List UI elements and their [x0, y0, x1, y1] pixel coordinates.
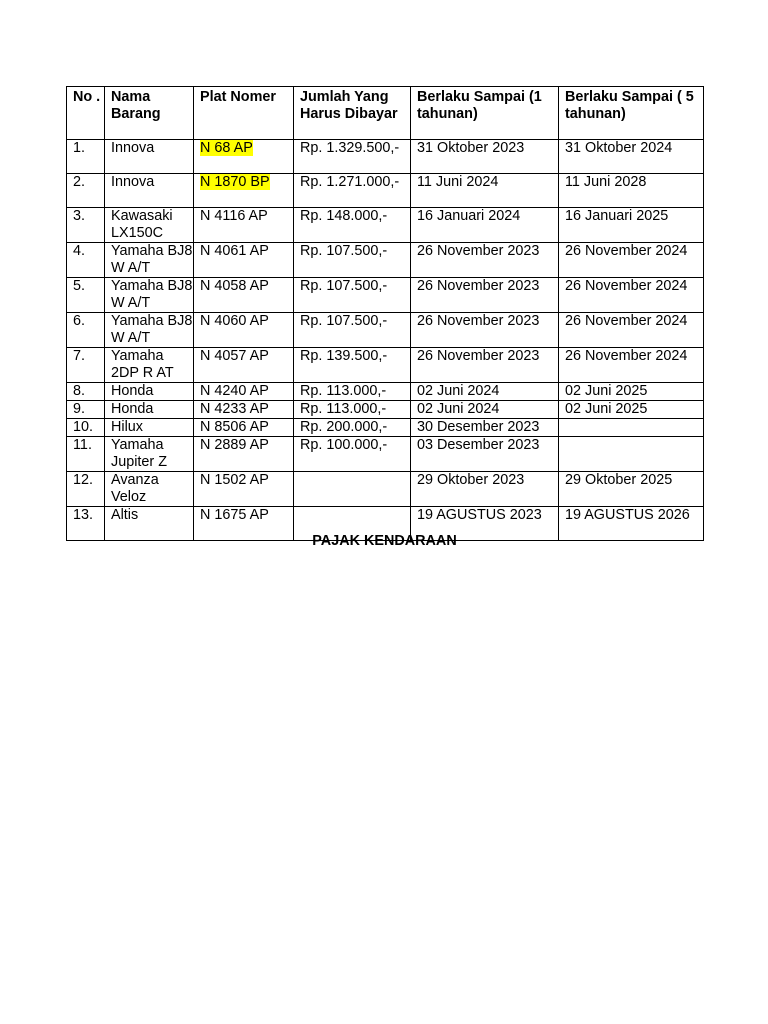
cell-plat-nomer-text: N 1675 AP	[200, 507, 269, 523]
cell-berlaku-5-tahunan-text: 02 Juni 2025	[565, 401, 648, 417]
cell-jumlah	[294, 278, 411, 313]
cell-berlaku-1-tahunan-text: 26 November 2023	[417, 348, 540, 364]
cell-no-text: 5.	[73, 278, 86, 294]
cell-no	[67, 472, 105, 507]
cell-no-text: 13.	[73, 507, 94, 523]
cell-berlaku-1-tahunan	[411, 140, 559, 174]
cell-berlaku-1-tahunan	[411, 383, 559, 401]
cell-plat-nomer-text: N 68 AP	[200, 140, 253, 156]
document-caption: PAJAK KENDARAAN	[312, 533, 457, 549]
cell-berlaku-1-tahunan	[411, 401, 559, 419]
cell-nama-barang-text: Innova	[111, 140, 155, 156]
table-row	[67, 401, 704, 419]
cell-no-text: 9.	[73, 401, 86, 417]
cell-no-text: 12.	[73, 472, 94, 488]
cell-berlaku-5-tahunan	[559, 313, 704, 348]
cell-nama-barang	[105, 348, 194, 383]
cell-plat-nomer	[194, 348, 294, 383]
cell-jumlah-text: Rp. 107.500,-	[300, 313, 388, 329]
cell-jumlah	[294, 472, 411, 507]
cell-nama-barang	[105, 472, 194, 507]
cell-berlaku-1-tahunan-text: 30 Desember 2023	[417, 419, 540, 435]
cell-nama-barang	[105, 313, 194, 348]
cell-plat-nomer	[194, 383, 294, 401]
cell-no-text: 6.	[73, 313, 86, 329]
cell-jumlah-text: Rp. 1.271.000,-	[300, 174, 400, 190]
cell-jumlah	[294, 419, 411, 437]
cell-nama-barang-text: Yamaha BJ8 W A/T	[111, 278, 193, 311]
header-plat-nomer: Plat Nomer	[194, 87, 294, 140]
table-row	[67, 348, 704, 383]
header-nama-barang: Nama Barang	[105, 87, 194, 140]
table-row	[67, 383, 704, 401]
cell-nama-barang	[105, 419, 194, 437]
cell-nama-barang	[105, 437, 194, 472]
cell-nama-barang-text: Yamaha BJ8 W A/T	[111, 243, 193, 276]
cell-berlaku-5-tahunan	[559, 419, 704, 437]
cell-berlaku-5-tahunan	[559, 401, 704, 419]
cell-berlaku-1-tahunan-text: 11 Juni 2024	[417, 174, 499, 190]
cell-no	[67, 243, 105, 278]
header-berlaku-1-tahunan: Berlaku Sampai (1 tahunan)	[411, 87, 559, 140]
cell-no	[67, 437, 105, 472]
cell-no-text: 7.	[73, 348, 86, 364]
cell-jumlah	[294, 401, 411, 419]
cell-berlaku-1-tahunan-text: 26 November 2023	[417, 278, 540, 294]
cell-no	[67, 401, 105, 419]
cell-nama-barang-text: Yamaha 2DP R AT	[111, 348, 174, 381]
cell-berlaku-1-tahunan-text: 16 Januari 2024	[417, 208, 521, 224]
cell-jumlah-text: Rp. 113.000,-	[300, 383, 387, 399]
cell-jumlah	[294, 208, 411, 243]
cell-plat-nomer-text: N 4058 AP	[200, 278, 269, 294]
cell-berlaku-1-tahunan-text: 26 November 2023	[417, 243, 540, 259]
cell-berlaku-1-tahunan	[411, 208, 559, 243]
cell-no	[67, 313, 105, 348]
cell-plat-nomer	[194, 140, 294, 174]
table-row	[67, 437, 704, 472]
cell-plat-nomer-text: N 4060 AP	[200, 313, 269, 329]
cell-no	[67, 174, 105, 208]
cell-nama-barang	[105, 208, 194, 243]
cell-no-text: 10.	[73, 419, 94, 435]
cell-jumlah	[294, 437, 411, 472]
cell-berlaku-5-tahunan	[559, 208, 704, 243]
cell-berlaku-1-tahunan	[411, 243, 559, 278]
cell-berlaku-1-tahunan-text: 26 November 2023	[417, 313, 540, 329]
cell-nama-barang	[105, 401, 194, 419]
cell-berlaku-5-tahunan-text: 26 November 2024	[565, 348, 688, 364]
cell-no-text: 11.	[73, 437, 92, 453]
cell-no-text: 3.	[73, 208, 86, 224]
cell-berlaku-5-tahunan-text: 26 November 2024	[565, 278, 688, 294]
cell-berlaku-5-tahunan-text: 29 Oktober 2025	[565, 472, 673, 488]
cell-plat-nomer-text: N 4057 AP	[200, 348, 269, 364]
cell-berlaku-1-tahunan	[411, 313, 559, 348]
table-body	[67, 140, 704, 541]
cell-no	[67, 208, 105, 243]
cell-nama-barang-text: Yamaha Jupiter Z	[111, 437, 167, 470]
table-row	[67, 313, 704, 348]
cell-nama-barang-text: Avanza Veloz	[111, 472, 159, 505]
cell-jumlah	[294, 383, 411, 401]
cell-plat-nomer	[194, 313, 294, 348]
cell-nama-barang-text: Innova	[111, 174, 155, 190]
table-row	[67, 243, 704, 278]
cell-jumlah-text: Rp. 139.500,-	[300, 348, 388, 364]
cell-berlaku-5-tahunan	[559, 472, 704, 507]
table-row	[67, 472, 704, 507]
cell-jumlah-text: Rp. 200.000,-	[300, 419, 388, 435]
cell-no-text: 2.	[73, 174, 86, 190]
vehicle-tax-table	[66, 86, 704, 541]
cell-berlaku-5-tahunan	[559, 243, 704, 278]
cell-berlaku-5-tahunan-text: 26 November 2024	[565, 313, 688, 329]
cell-plat-nomer	[194, 437, 294, 472]
cell-nama-barang-text: Altis	[111, 507, 139, 523]
cell-berlaku-1-tahunan-text: 31 Oktober 2023	[417, 140, 525, 156]
table-row	[67, 208, 704, 243]
cell-plat-nomer	[194, 243, 294, 278]
cell-jumlah-text: Rp. 1.329.500,-	[300, 140, 400, 156]
cell-plat-nomer	[194, 401, 294, 419]
cell-berlaku-1-tahunan	[411, 174, 559, 208]
cell-berlaku-5-tahunan-text: 31 Oktober 2024	[565, 140, 673, 156]
cell-jumlah	[294, 313, 411, 348]
cell-berlaku-1-tahunan-text: 03 Desember 2023	[417, 437, 540, 453]
cell-berlaku-1-tahunan-text: 29 Oktober 2023	[417, 472, 525, 488]
cell-plat-nomer-text: N 4233 AP	[200, 401, 269, 417]
cell-berlaku-5-tahunan-text: 26 November 2024	[565, 243, 688, 259]
cell-jumlah	[294, 174, 411, 208]
cell-berlaku-5-tahunan-text: 16 Januari 2025	[565, 208, 669, 224]
cell-berlaku-5-tahunan	[559, 140, 704, 174]
cell-plat-nomer	[194, 174, 294, 208]
table-row	[67, 419, 704, 437]
cell-plat-nomer	[194, 472, 294, 507]
cell-jumlah	[294, 243, 411, 278]
cell-plat-nomer-text: N 1502 AP	[200, 472, 269, 488]
cell-berlaku-1-tahunan	[411, 472, 559, 507]
cell-berlaku-1-tahunan	[411, 419, 559, 437]
cell-plat-nomer-text: N 1870 BP	[200, 174, 270, 190]
cell-jumlah-text: Rp. 107.500,-	[300, 243, 388, 259]
cell-nama-barang	[105, 140, 194, 174]
table-header-row	[67, 87, 704, 140]
cell-nama-barang	[105, 383, 194, 401]
cell-no	[67, 348, 105, 383]
cell-nama-barang	[105, 174, 194, 208]
cell-plat-nomer-text: N 8506 AP	[200, 419, 269, 435]
cell-plat-nomer-text: N 4116 AP	[200, 208, 268, 224]
cell-plat-nomer-text: N 4240 AP	[200, 383, 269, 399]
cell-jumlah-text: Rp. 113.000,-	[300, 401, 387, 417]
table-row	[67, 278, 704, 313]
cell-no-text: 4.	[73, 243, 86, 259]
cell-berlaku-1-tahunan-text: 02 Juni 2024	[417, 401, 500, 417]
cell-no-text: 1.	[73, 140, 86, 156]
cell-jumlah	[294, 348, 411, 383]
cell-nama-barang-text: Hilux	[111, 419, 143, 435]
cell-berlaku-5-tahunan-text: 11 Juni 2028	[565, 174, 647, 190]
cell-berlaku-5-tahunan	[559, 437, 704, 472]
table-row	[67, 140, 704, 174]
cell-nama-barang-text: Kawasaki LX150C	[111, 208, 173, 241]
header-no: No .	[67, 87, 105, 140]
cell-jumlah-text: Rp. 148.000,-	[300, 208, 388, 224]
cell-berlaku-5-tahunan-text: 19 AGUSTUS 2026	[565, 507, 690, 523]
cell-berlaku-5-tahunan	[559, 348, 704, 383]
table-row	[67, 174, 704, 208]
cell-berlaku-1-tahunan-text: 19 AGUSTUS 2023	[417, 507, 542, 523]
cell-no	[67, 383, 105, 401]
cell-berlaku-1-tahunan-text: 02 Juni 2024	[417, 383, 500, 399]
cell-no	[67, 278, 105, 313]
cell-nama-barang-text: Honda	[111, 401, 154, 417]
cell-no-text: 8.	[73, 383, 86, 399]
cell-no	[67, 140, 105, 174]
cell-berlaku-5-tahunan	[559, 383, 704, 401]
cell-jumlah-text: Rp. 107.500,-	[300, 278, 388, 294]
cell-berlaku-1-tahunan	[411, 348, 559, 383]
cell-plat-nomer	[194, 278, 294, 313]
cell-plat-nomer	[194, 208, 294, 243]
cell-nama-barang	[105, 278, 194, 313]
cell-nama-barang-text: Honda	[111, 383, 154, 399]
header-jumlah: Jumlah Yang Harus Dibayar	[294, 87, 411, 140]
cell-nama-barang	[105, 243, 194, 278]
cell-nama-barang-text: Yamaha BJ8 W A/T	[111, 313, 193, 346]
cell-jumlah-text: Rp. 100.000,-	[300, 437, 388, 453]
cell-berlaku-5-tahunan-text: 02 Juni 2025	[565, 383, 648, 399]
cell-plat-nomer-text: N 4061 AP	[200, 243, 269, 259]
cell-no	[67, 419, 105, 437]
cell-berlaku-1-tahunan	[411, 278, 559, 313]
cell-berlaku-1-tahunan	[411, 437, 559, 472]
cell-plat-nomer	[194, 419, 294, 437]
cell-berlaku-5-tahunan	[559, 174, 704, 208]
header-berlaku-5-tahunan: Berlaku Sampai ( 5 tahunan)	[559, 87, 704, 140]
cell-jumlah	[294, 140, 411, 174]
cell-plat-nomer-text: N 2889 AP	[200, 437, 269, 453]
cell-berlaku-5-tahunan	[559, 278, 704, 313]
